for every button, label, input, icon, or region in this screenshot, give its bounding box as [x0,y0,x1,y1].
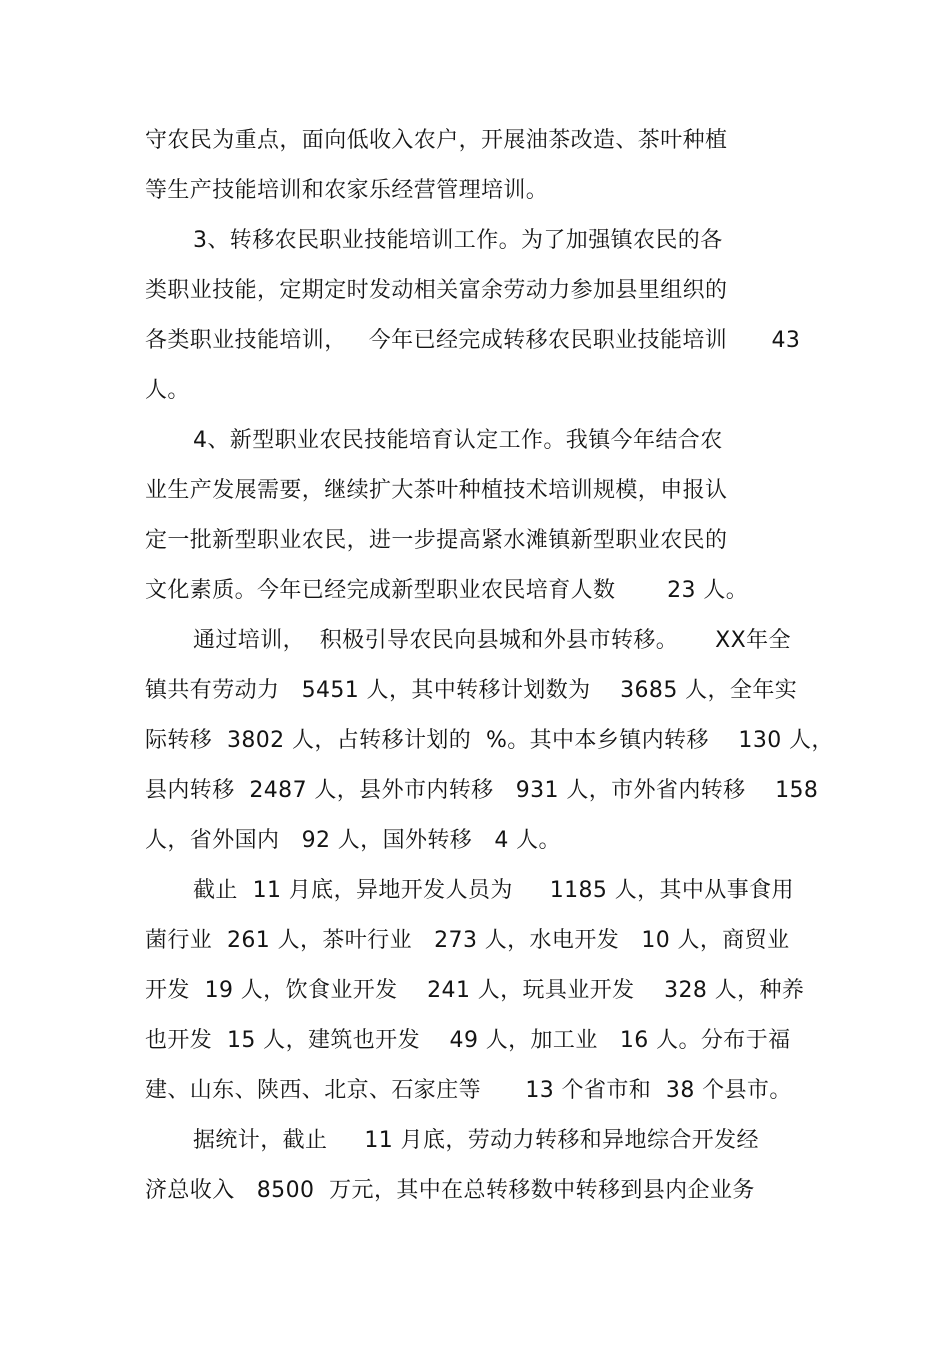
text-line-2: 等生产技能培训和农家乐经营管理培训。 [145,178,549,203]
text-line-6: 人。 [145,378,190,403]
text-line-3: 3、转移农民职业技能培训工作。为了加强镇农民的各 [193,228,723,253]
text-line-1: 守农民为重点，面向低收入农户，开展油茶改造、茶叶种植 [145,128,728,153]
text-line-18: 开发 19 人，饮食业开发 241 人，玩具业开发 328 人，种养 [145,978,805,1003]
text-line-20: 建、山东、陕西、北京、石家庄等 13 个省市和 38 个县市。 [145,1078,792,1103]
text-line-12: 镇共有劳动力 5451 人，其中转移计划数为 3685 人，全年实 [145,678,798,703]
text-line-9: 定一批新型职业农民，进一步提高紧水滩镇新型职业农民的 [145,528,728,553]
text-line-21: 据统计，截止 11 月底，劳动力转移和异地综合开发经 [193,1128,759,1153]
text-line-8: 业生产发展需要，继续扩大茶叶种植技术培训规模，申报认 [145,478,728,503]
text-line-7: 4、新型职业农民技能培育认定工作。我镇今年结合农 [193,428,723,453]
text-line-5: 各类职业技能培训， 今年已经完成转移农民职业技能培训 43 [145,328,801,353]
text-line-13: 际转移 3802 人，占转移计划的 %。其中本乡镇内转移 130 人， [145,728,834,753]
text-line-22: 济总收入 8500 万元，其中在总转移数中转移到县内企业务 [145,1178,755,1203]
text-line-10: 文化素质。今年已经完成新型职业农民培育人数 23 人。 [145,578,749,603]
text-line-15: 人，省外国内 92 人，国外转移 4 人。 [145,828,561,853]
text-line-17: 菌行业 261 人，茶叶行业 273 人，水电开发 10 人，商贸业 [145,928,790,953]
text-line-14: 县内转移 2487 人，县外市内转移 931 人，市外省内转移 158 [145,778,819,803]
text-line-11: 通过培训， 积极引导农民向县城和外县市转移。 XX年全 [193,628,791,653]
text-line-4: 类职业技能，定期定时发动相关富余劳动力参加县里组织的 [145,278,728,303]
text-line-16: 截止 11 月底，异地开发人员为 1185 人，其中从事食用 [193,878,794,903]
text-line-19: 也开发 15 人，建筑也开发 49 人，加工业 16 人。分布于福 [145,1028,791,1053]
